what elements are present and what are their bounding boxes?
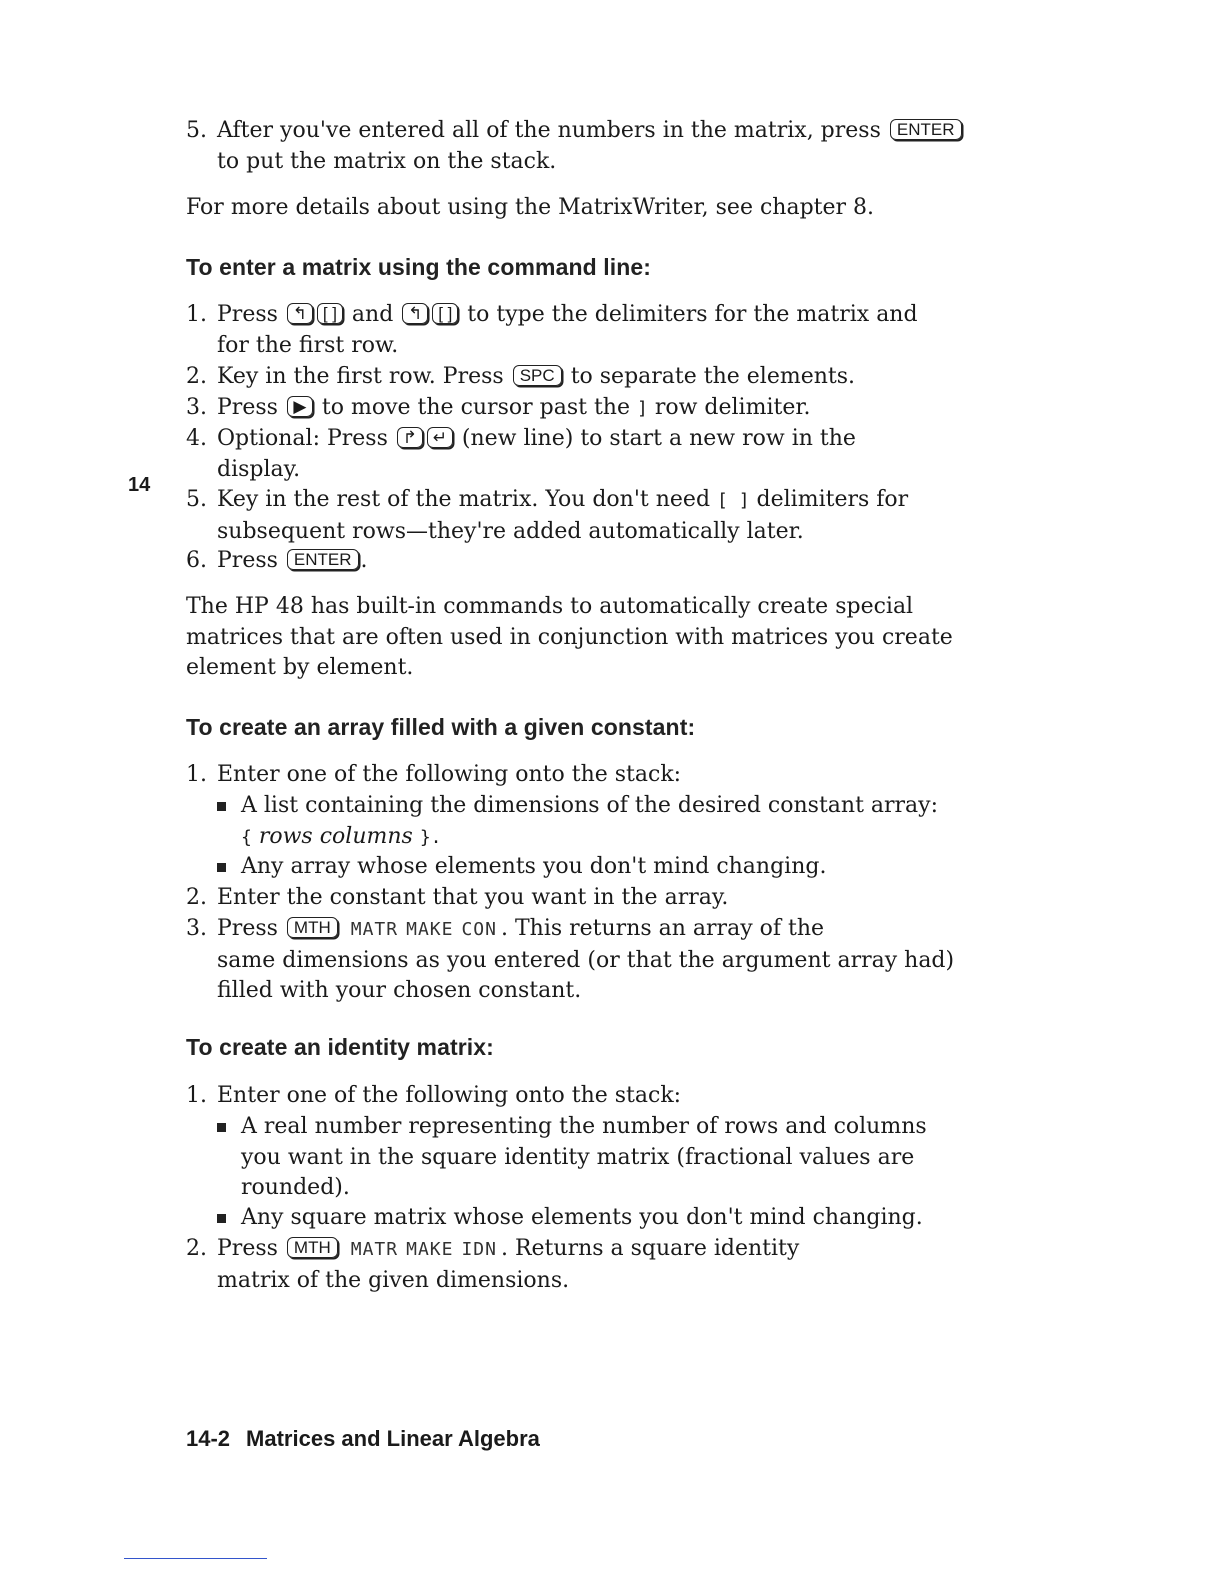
step-number: 1. xyxy=(186,1083,207,1108)
paragraph-line: element by element. xyxy=(186,655,414,680)
step-text: Press xyxy=(217,302,278,327)
step-number: 1. xyxy=(186,302,207,327)
section-heading-command-line: To enter a matrix using the command line: xyxy=(186,254,652,280)
step-text: Enter the constant that you want in the array. xyxy=(217,885,729,910)
step-text: . xyxy=(360,548,368,573)
enter-key: ENTER xyxy=(287,549,359,570)
step-number: 3. xyxy=(186,395,207,420)
step-text-line2: subsequent rows—they're added automatically later. xyxy=(217,518,804,544)
idn-menu-label: IDN xyxy=(461,1239,497,1260)
step-number: 2. xyxy=(186,364,207,389)
step-text: . Returns a square identity xyxy=(500,1236,800,1261)
step-text: Key in the first row. Press xyxy=(217,364,504,389)
step-text: . This returns an array of the xyxy=(500,916,825,941)
page-footer xyxy=(186,1426,540,1452)
step-number: 6. xyxy=(186,548,207,573)
step-text: to move the cursor past the xyxy=(321,395,630,420)
step-text: (new line) to start a new row in the xyxy=(461,426,856,451)
left-shift-key: ↰ xyxy=(402,303,428,324)
con-menu-label: CON xyxy=(461,919,497,940)
chapter-tab-number: 14 xyxy=(128,474,151,496)
section-paragraph xyxy=(186,592,986,684)
step-text: to separate the elements. xyxy=(570,364,856,389)
columns-arg: columns xyxy=(319,823,413,849)
bracket-key: [ ] xyxy=(432,303,458,324)
matr-menu-label: MATR xyxy=(350,1239,399,1260)
step-text-line2: to put the matrix on the stack. xyxy=(217,148,557,174)
step-text-line2: same dimensions as you entered (or that the argument array had) xyxy=(217,947,955,973)
matr-menu-label: MATR xyxy=(350,919,399,940)
bullet-text: A list containing the dimensions of the desired constant array: xyxy=(241,793,939,818)
step-text: Optional: Press xyxy=(217,426,388,451)
step-number: 3. xyxy=(186,916,207,941)
section-heading-identity-matrix: To create an identity matrix: xyxy=(186,1034,494,1060)
row-delimiter-glyph: ] xyxy=(636,398,648,419)
mth-key: MTH xyxy=(287,1237,338,1258)
brace-glyph: }. xyxy=(419,826,442,848)
step-text: After you've entered all of the numbers in the matrix, press xyxy=(217,118,881,143)
rows-arg: rows xyxy=(258,823,313,849)
step-text: Key in the rest of the matrix. You don't need xyxy=(217,487,711,512)
bullet-square-icon xyxy=(217,1214,226,1223)
step-text-line2: matrix of the given dimensions. xyxy=(217,1267,570,1293)
step-text: Press xyxy=(217,916,278,941)
bullet-text: A real number representing the number of rows and columns xyxy=(241,1114,927,1139)
footer-rule xyxy=(124,1558,267,1559)
step-text: to type the delimiters for the matrix and xyxy=(467,302,918,327)
step-number: 5. xyxy=(186,487,207,512)
step-number: 5. xyxy=(186,118,207,143)
step-number: 4. xyxy=(186,426,207,451)
bullet-text: Any square matrix whose elements you don't mind changing. xyxy=(241,1205,923,1230)
step-text-line2: for the first row. xyxy=(217,332,399,358)
enter-key: ENTER xyxy=(890,119,962,140)
right-shift-key: ↱ xyxy=(397,427,423,448)
section-heading-constant-array: To create an array filled with a given constant: xyxy=(186,714,696,740)
chapter-title: Matrices and Linear Algebra xyxy=(246,1426,540,1451)
step-text-line2: display. xyxy=(217,456,301,482)
spc-key: SPC xyxy=(513,365,562,386)
bullet-text: rounded). xyxy=(241,1175,350,1200)
bullet-text: you want in the square identity matrix (fractional values are xyxy=(241,1144,915,1170)
step-text: Enter one of the following onto the stack: xyxy=(217,762,682,787)
make-menu-label: MAKE xyxy=(406,919,454,940)
step-text: Enter one of the following onto the stack: xyxy=(217,1083,682,1108)
left-shift-key: ↰ xyxy=(287,303,313,324)
bullet-item xyxy=(186,1112,986,1207)
step-text: Press xyxy=(217,1236,278,1261)
brace-glyph: { xyxy=(241,826,252,848)
step-number: 2. xyxy=(186,885,207,910)
step-text-line3: filled with your chosen constant. xyxy=(217,978,582,1003)
step-text: row delimiter. xyxy=(654,395,811,420)
step-text: delimiters for xyxy=(756,487,909,512)
intro-paragraph: For more details about using the MatrixWriter, see chapter 8. xyxy=(186,195,875,220)
step-text: Press xyxy=(217,548,278,573)
paragraph-line: The HP 48 has built-in commands to automatically create special xyxy=(186,594,914,619)
paragraph-line: matrices that are often used in conjunction with matrices you create xyxy=(186,624,953,650)
bullet-square-icon xyxy=(217,863,226,872)
step-number: 1. xyxy=(186,762,207,787)
step-text: and xyxy=(351,302,394,327)
newline-key: ↵ xyxy=(427,427,453,448)
right-arrow-key: ▶ xyxy=(287,396,313,417)
bracket-key: [ ] xyxy=(317,303,343,324)
bullet-square-icon xyxy=(217,802,226,811)
step-text: Press xyxy=(217,395,278,420)
step-number: 2. xyxy=(186,1236,207,1261)
bullet-item xyxy=(186,791,986,861)
mth-key: MTH xyxy=(287,917,338,938)
bullet-text: Any array whose elements you don't mind changing. xyxy=(241,854,827,879)
make-menu-label: MAKE xyxy=(406,1239,454,1260)
bullet-square-icon xyxy=(217,1123,226,1132)
delimiter-glyph: [ ] xyxy=(717,490,750,511)
page-number: 14-2 xyxy=(186,1426,231,1451)
